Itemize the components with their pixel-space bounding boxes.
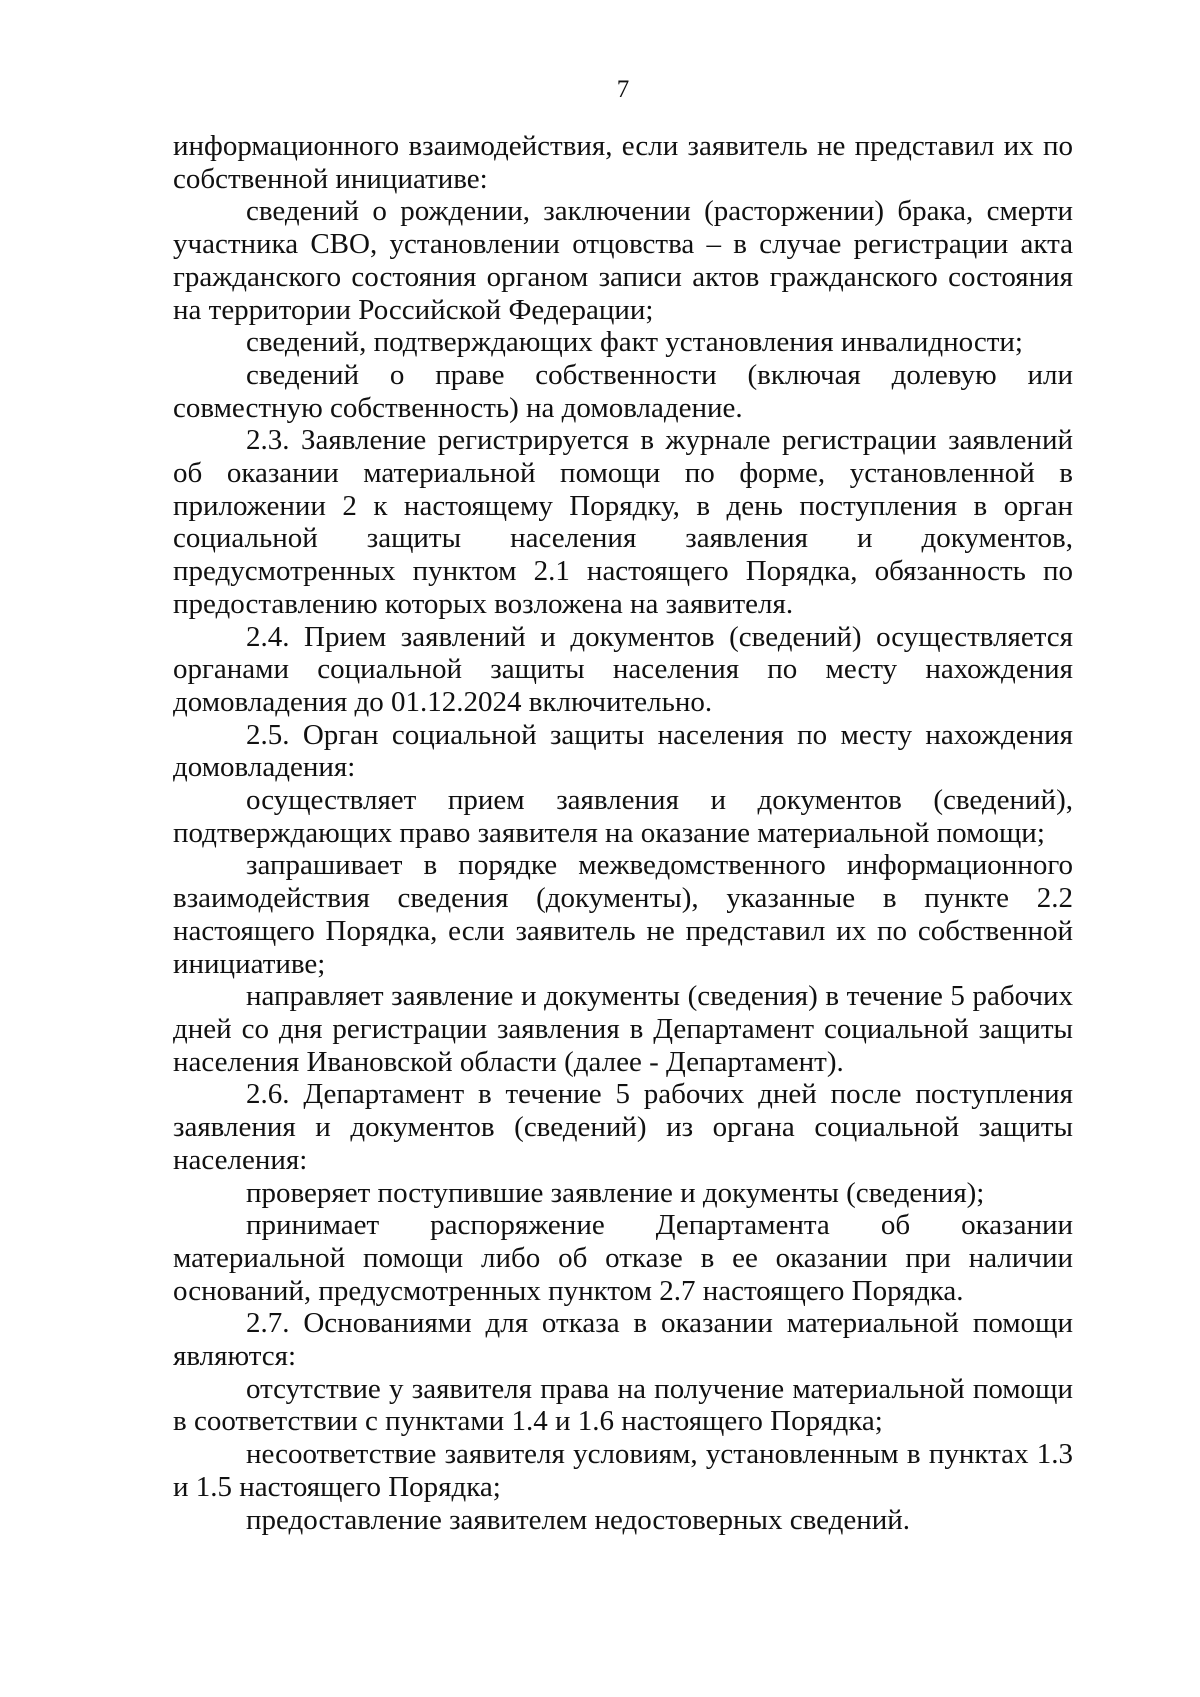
document-body — [173, 130, 1073, 1536]
paragraph: 2.4. Прием заявлений и документов (сведений) осуществляется органами социальной защиты населения по месту нахождения домовладения до 01.12.2024 включительно. — [173, 620, 1073, 718]
paragraph: предоставление заявителем недостоверных сведений. — [246, 1503, 911, 1536]
paragraph: запрашивает в порядке межведомственного информационного взаимодействия сведения (документы), указанные в пункте 2.2 настоящего Порядка, если заявитель не представил их по собственной инициативе; — [173, 849, 1073, 980]
paragraph: несоответствие заявителя условиям, установленным в пунктах 1.3 и 1.5 настоящего Порядка; — [173, 1438, 1073, 1503]
paragraph: проверяет поступившие заявление и документы (сведения); — [246, 1176, 985, 1209]
paragraph: направляет заявление и документы (сведения) в течение 5 рабочих дней со дня регистрации заявления в Департамент социальной защиты населения Ивановской области (далее - Департамент). — [173, 980, 1073, 1078]
paragraph: информационного взаимодействия, если заявитель не представил их по собственной инициативе: — [173, 130, 1073, 195]
paragraph: осуществляет прием заявления и документов (сведений), подтверждающих право заявителя на оказание материальной помощи; — [173, 784, 1073, 849]
paragraph: сведений, подтверждающих факт установления инвалидности; — [246, 326, 1023, 359]
paragraph: 2.3. Заявление регистрируется в журнале регистрации заявлений об оказании материальной помощи по форме, установленной в приложении 2 к настоящему Порядку, в день поступления в орган социальной защиты населения заявления и документов, предусмотренных пунктом 2.1 настоящего Порядка, обязанность по предоставлению которых возложена на заявителя. — [173, 424, 1073, 620]
paragraph: 2.5. Орган социальной защиты населения по месту нахождения домовладения: — [173, 718, 1073, 784]
paragraph: 2.6. Департамент в течение 5 рабочих дней после поступления заявления и документов (сведений) из органа социальной защиты населения: — [173, 1078, 1073, 1176]
paragraph: сведений о праве собственности (включая долевую или совместную собственность) на домовладение. — [173, 358, 1073, 424]
paragraph: сведений о рождении, заключении (расторжении) брака, смерти участника СВО, установлении отцовства – в случае регистрации акта гражданского состояния органом записи актов гражданского состояния на территории Российской Федерации; — [173, 195, 1073, 326]
paragraph: отсутствие у заявителя права на получение материальной помощи в соответствии с пунктами 1.4 и 1.6 настоящего Порядка; — [173, 1372, 1073, 1438]
paragraph: 2.7. Основаниями для отказа в оказании материальной помощи являются: — [173, 1307, 1073, 1373]
paragraph: принимает распоряжение Департамента об оказании материальной помощи либо об отказе в ее оказании при наличии оснований, предусмотренных пунктом 2.7 настоящего Порядка. — [173, 1209, 1073, 1307]
page-number: 7 — [616, 76, 630, 103]
